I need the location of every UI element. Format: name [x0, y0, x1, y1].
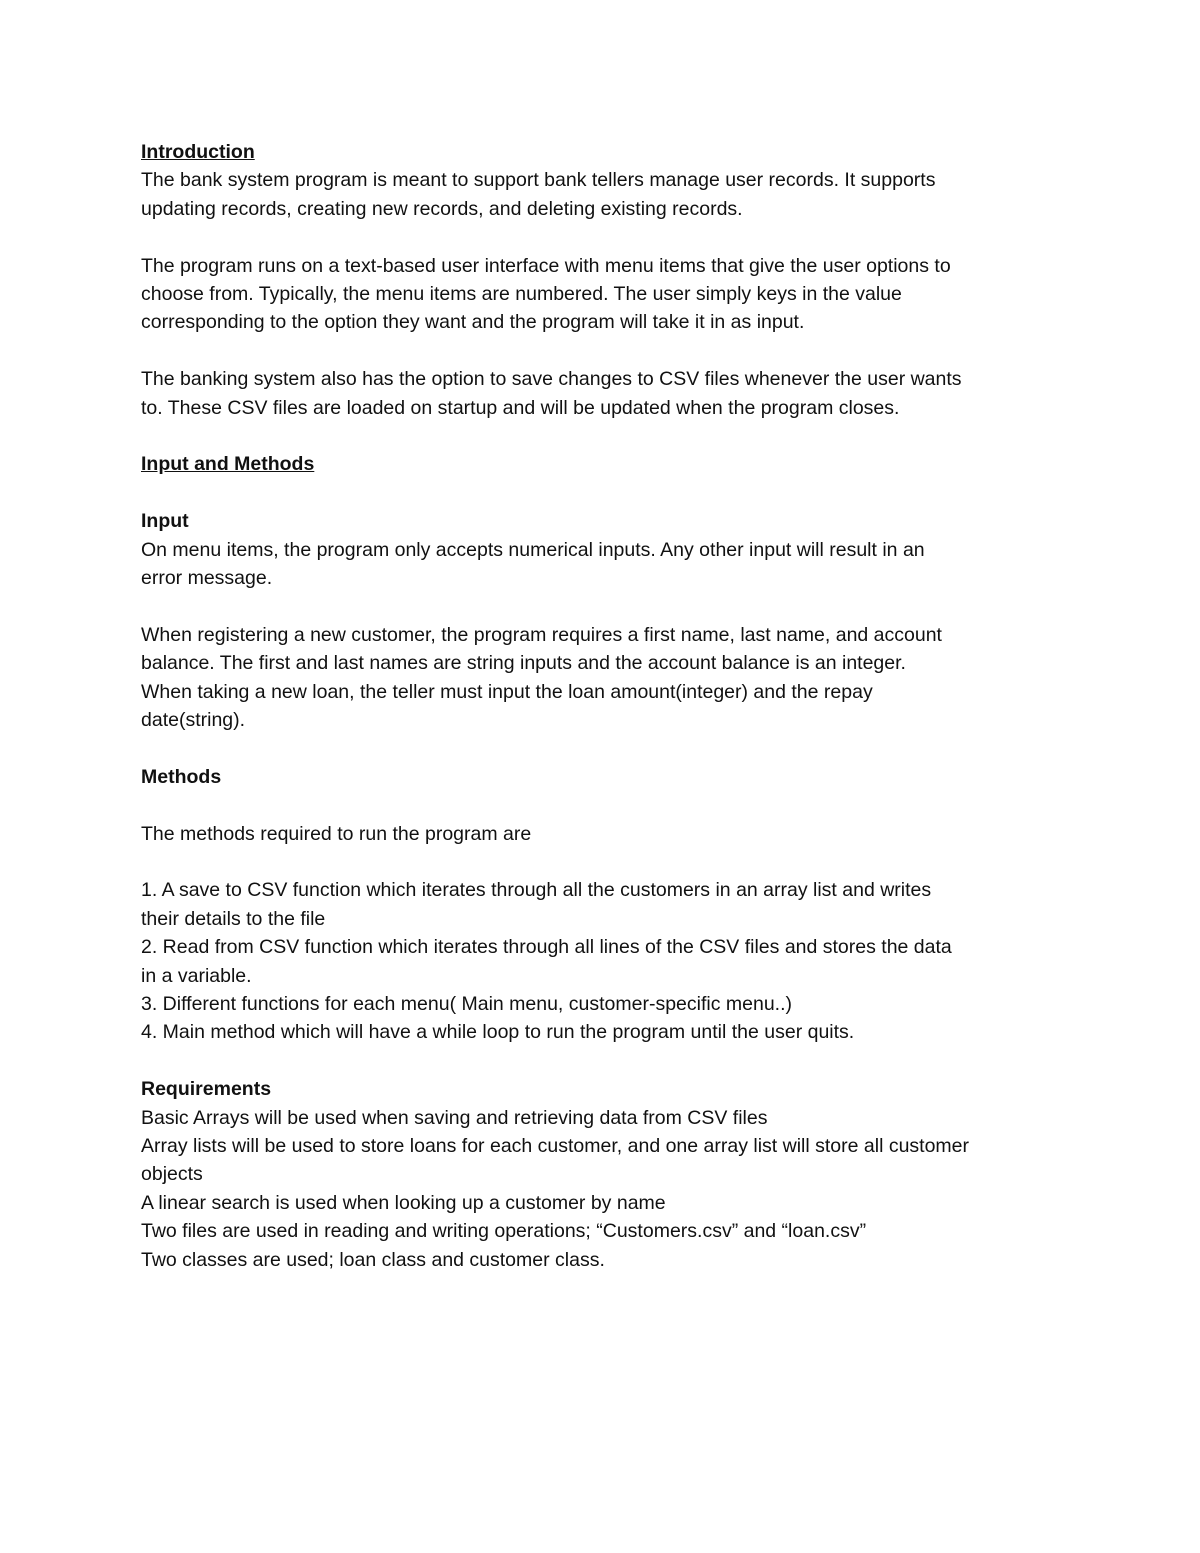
subheading-requirements: Requirements [141, 1078, 272, 1101]
text-line: Array lists will be used to store loans for each customer, and one array list will store all customer [141, 1135, 970, 1158]
subheading-input: Input [141, 510, 189, 533]
list-item: 3. Different functions for each menu( Main menu, customer-specific menu..) [141, 993, 793, 1016]
text-line: objects [141, 1163, 203, 1186]
text-line: choose from. Typically, the menu items are numbered. The user simply keys in the value [141, 283, 902, 306]
list-item: 1. A save to CSV function which iterates through all the customers in an array list and writes [141, 879, 932, 902]
intro-paragraph-1 [141, 166, 1071, 223]
text-line: When taking a new loan, the teller must input the loan amount(integer) and the repay [141, 680, 873, 703]
input-paragraph-2 [141, 621, 1071, 735]
text-line: The program runs on a text-based user interface with menu items that give the user options to [141, 254, 951, 277]
text-line: A linear search is used when looking up a customer by name [141, 1191, 666, 1214]
list-item: 4. Main method which will have a while loop to run the program until the user quits. [141, 1021, 855, 1044]
text-line: updating records, creating new records, and deleting existing records. [141, 197, 743, 220]
text-line: to. These CSV files are loaded on startup and will be updated when the program closes. [141, 396, 900, 419]
text-line: balance. The first and last names are string inputs and the account balance is an integer. [141, 652, 906, 675]
text-line: The methods required to run the program are [141, 822, 532, 845]
text-line: corresponding to the option they want and the program will take it in as input. [141, 311, 805, 334]
text-line: The banking system also has the option to save changes to CSV files whenever the user wants [141, 368, 962, 391]
text-line: date(string). [141, 709, 246, 732]
text-line: On menu items, the program only accepts numerical inputs. Any other input will result in an [141, 538, 925, 561]
list-item: in a variable. [141, 964, 252, 987]
input-paragraph-1 [141, 536, 1071, 593]
text-line: Basic Arrays will be used when saving and retrieving data from CSV files [141, 1106, 768, 1129]
text-line: Two files are used in reading and writing operations; “Customers.csv” and “loan.csv” [141, 1220, 867, 1243]
intro-paragraph-3 [141, 365, 1071, 422]
input-methods-block [141, 450, 1071, 478]
section-heading-introduction: Introduction [141, 141, 255, 163]
section-heading-input-and-methods: Input and Methods [141, 453, 315, 476]
methods-heading-block [141, 763, 1071, 791]
list-item: 2. Read from CSV function which iterates through all lines of the CSV files and stores the data [141, 936, 952, 959]
intro-paragraph-2 [141, 252, 1071, 337]
methods-intro [141, 820, 1071, 848]
requirements-list [141, 1104, 1071, 1274]
text-line: When registering a new customer, the program requires a first name, last name, and account [141, 623, 942, 646]
text-line: error message. [141, 567, 273, 590]
text-line: The bank system program is meant to support bank tellers manage user records. It supports [141, 169, 936, 192]
subheading-methods: Methods [141, 765, 222, 788]
document-page [141, 138, 1071, 1274]
methods-list [141, 876, 1071, 1046]
text-line: Two classes are used; loan class and customer class. [141, 1248, 605, 1271]
list-item: their details to the file [141, 907, 326, 930]
